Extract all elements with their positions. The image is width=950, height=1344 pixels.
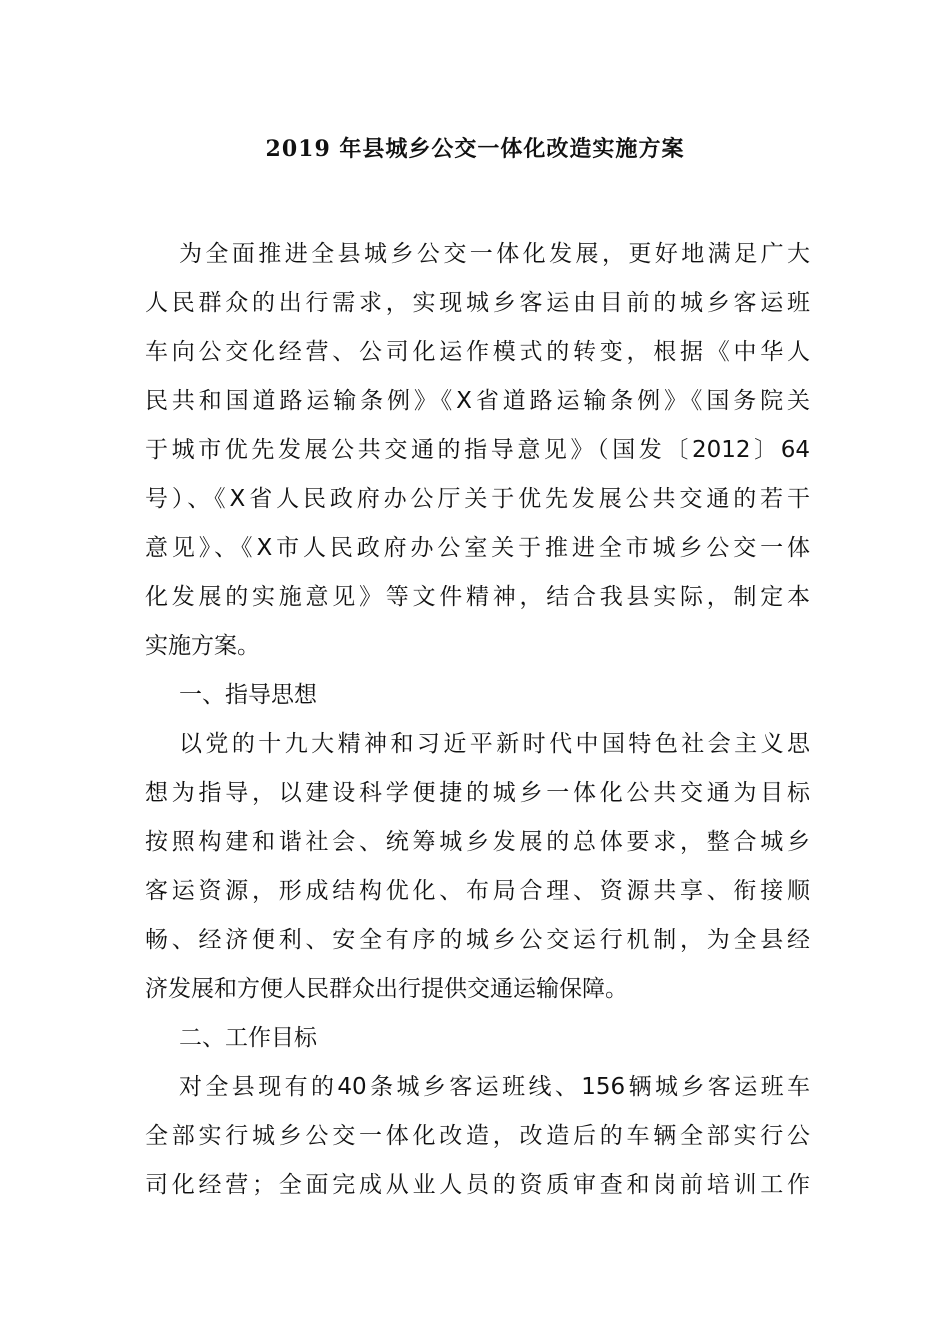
document-body: [145, 230, 810, 1210]
paragraph-line: 按照构建和谐社会、统筹城乡发展的总体要求，整合城乡: [145, 829, 810, 855]
paragraph-line: 全部实行城乡公交一体化改造，改造后的车辆全部实行公: [145, 1123, 810, 1149]
paragraph-line: 畅、经济便利、安全有序的城乡公交运行机制，为全县经: [145, 927, 810, 953]
paragraph-line: 于城市优先发展公共交通的指导意见》（国发〔2012〕64: [145, 437, 810, 463]
paragraph-line: 实施方案。: [145, 633, 260, 659]
paragraph-line: 号）、《X省人民政府办公厅关于优先发展公共交通的若干: [145, 486, 810, 512]
paragraph-line: 济发展和方便人民群众出行提供交通运输保障。: [145, 976, 628, 1002]
paragraph-line: 为全面推进全县城乡公交一体化发展，更好地满足广大: [179, 241, 810, 267]
document-title: 2019 年县城乡公交一体化改造实施方案: [265, 136, 685, 162]
paragraph-line: 意见》、《X市人民政府办公室关于推进全市城乡公交一体: [145, 535, 810, 561]
paragraph-line: 客运资源，形成结构优化、布局合理、资源共享、衔接顺: [145, 878, 810, 904]
paragraph-line: 想为指导，以建设科学便捷的城乡一体化公共交通为目标: [145, 780, 810, 806]
paragraph-line: 对全县现有的40条城乡客运班线、156辆城乡客运班车: [179, 1074, 810, 1100]
paragraph-line: 化发展的实施意见》等文件精神，结合我县实际，制定本: [145, 584, 810, 610]
paragraph-line: 以党的十九大精神和习近平新时代中国特色社会主义思: [179, 731, 810, 757]
paragraph-line: 人民群众的出行需求，实现城乡客运由目前的城乡客运班: [145, 290, 810, 316]
paragraph-line: 车向公交化经营、公司化运作模式的转变，根据《中华人: [145, 339, 810, 365]
section-heading: 一、指导思想: [179, 682, 317, 708]
paragraph-line: 司化经营；全面完成从业人员的资质审查和岗前培训工作: [145, 1172, 810, 1198]
section-heading: 二、工作目标: [179, 1025, 317, 1051]
paragraph-line: 民共和国道路运输条例》《X省道路运输条例》《国务院关: [145, 388, 810, 414]
